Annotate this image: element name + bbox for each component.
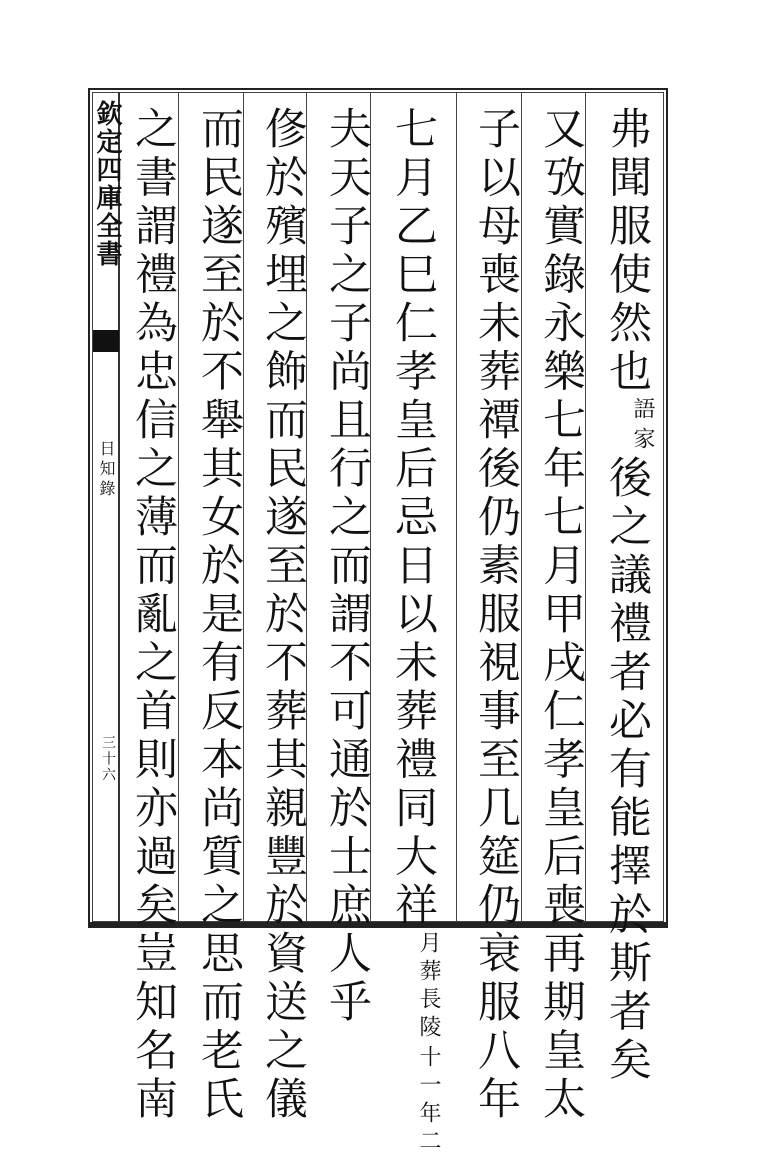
column-divider: [456, 92, 457, 922]
column-text: 子以母喪未葬禫後仍素服視事至几筵仍衰服八年: [471, 106, 521, 1125]
text-column-2: [534, 106, 588, 1125]
collection-title: 欽定四庫全書: [92, 100, 122, 268]
interlinear-note: [630, 397, 654, 455]
text-column-8: [126, 106, 180, 1125]
note-line-left: 語: [630, 397, 655, 425]
note-line-right: 十一年二: [416, 1044, 441, 1157]
text-column-7: [192, 106, 246, 1125]
note-line-right: 家: [630, 427, 655, 455]
text-column-4: [386, 106, 452, 1157]
column-text: 俢於殯埋之飾而民遂至於不葬其親豐於資送之儀: [258, 106, 308, 1125]
text-column-6: [256, 106, 310, 1125]
text-column-5: [320, 106, 374, 1028]
book-title: 日知錄: [97, 440, 116, 500]
column-text: 夫天子之子尚且行之而謂不可通於士庶人乎: [322, 106, 372, 1028]
text-column-1: [600, 106, 655, 1086]
column-text: 而民遂至於不舉其女於是有反本尚質之思而老氏: [194, 106, 244, 1125]
column-text: 又攷實錄永樂七年七月甲戌仁孝皇后喪再期皇太: [536, 106, 586, 1125]
column-text: 七月乙巳仁孝皇后忌日以未葬禮同大祥: [388, 106, 438, 931]
folio-number: 三十六: [100, 735, 116, 783]
column-text: 之書謂禮為忠信之薄而亂之首則亦過矣豈知名南: [128, 106, 178, 1125]
column-text: 弗聞服使然也: [602, 106, 652, 397]
column-text-continued: 後之議禮者必有能擇於斯者矣: [602, 455, 652, 1086]
interlinear-note: [416, 931, 440, 1157]
note-line-left: 月葬長陵: [416, 930, 441, 1043]
text-column-3: [469, 106, 523, 1125]
fishtail-mark: [93, 330, 119, 352]
